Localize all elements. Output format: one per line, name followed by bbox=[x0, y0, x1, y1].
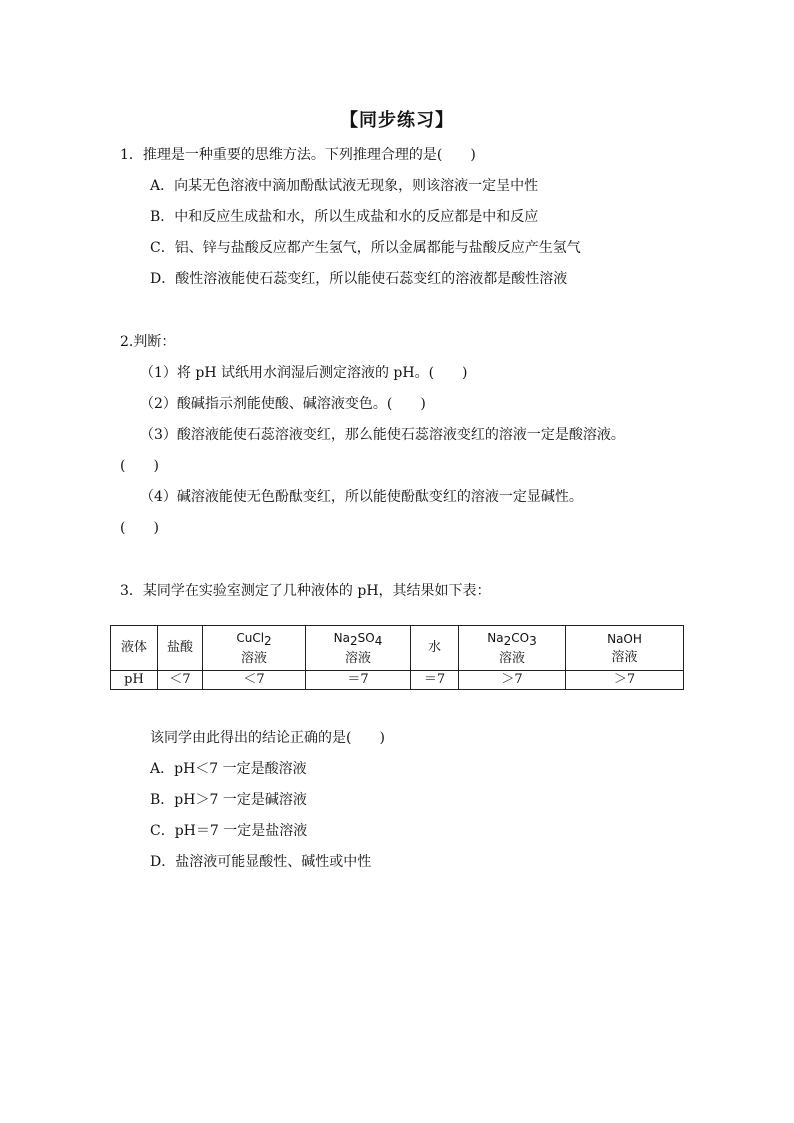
ph-results-table bbox=[110, 625, 684, 690]
ph-value-na2so4: ＝7 bbox=[306, 671, 411, 690]
q2-item-4-blank: ( ) bbox=[120, 520, 159, 536]
col-na2so4: $Na_2SO_4$ 溶液 bbox=[306, 626, 411, 671]
ph-value-cucl2: ＜7 bbox=[203, 671, 306, 690]
q2-stem: 2.判断： bbox=[120, 334, 176, 350]
ph-value-na2co3: ＞7 bbox=[459, 671, 566, 690]
q2-item-1: （1）将 pH 试纸用水润湿后测定溶液的 pH。( ) bbox=[140, 365, 468, 381]
row-header-ph: pH bbox=[111, 671, 158, 690]
q1-option-a: A．向某无色溶液中滴加酚酞试液无现象，则该溶液一定呈中性 bbox=[150, 178, 539, 194]
col-na2co3: $Na_2CO_3$ 溶液 bbox=[459, 626, 566, 671]
q3-stem: 3．某同学在实验室测定了几种液体的 pH，其结果如下表： bbox=[120, 583, 491, 599]
col-water: 水 bbox=[411, 626, 459, 671]
col-hydrochloric-acid: 盐酸 bbox=[158, 626, 203, 671]
q3-option-c: C．pH＝7 一定是盐溶液 bbox=[150, 823, 308, 839]
q2-item-4: （4）碱溶液能使无色酚酞变红，所以能使酚酞变红的溶液一定显碱性。 bbox=[140, 489, 583, 505]
q1-stem: 1．推理是一种重要的思维方法。下列推理合理的是( ) bbox=[120, 147, 476, 163]
q3-question: 该同学由此得出的结论正确的是( ) bbox=[150, 730, 385, 746]
table-row bbox=[111, 671, 684, 690]
ph-value-water: ＝7 bbox=[411, 671, 459, 690]
q2-item-3-blank: ( ) bbox=[120, 458, 159, 474]
col-cucl2: CuCl$_2$ 溶液 bbox=[203, 626, 306, 671]
row-header-liquid: 液体 bbox=[111, 626, 158, 671]
ph-value-naoh: ＞7 bbox=[566, 671, 684, 690]
col-naoh: NaOH 溶液 bbox=[566, 626, 684, 671]
page-title: 【同步练习】 bbox=[340, 110, 454, 131]
q1-option-b: B．中和反应生成盐和水，所以生成盐和水的反应都是中和反应 bbox=[150, 209, 539, 225]
q3-option-d: D．盐溶液可能显酸性、碱性或中性 bbox=[150, 854, 372, 870]
ph-value-hydrochloric-acid: ＜7 bbox=[158, 671, 203, 690]
q2-item-3: （3）酸溶液能使石蕊溶液变红，那么能使石蕊溶液变红的溶液一定是酸溶液。 bbox=[140, 427, 625, 443]
q2-item-2: （2）酸碱指示剂能使酸、碱溶液变色。( ) bbox=[140, 396, 426, 412]
q1-option-d: D．酸性溶液能使石蕊变红，所以能使石蕊变红的溶液都是酸性溶液 bbox=[150, 271, 568, 287]
q3-option-b: B．pH＞7 一定是碱溶液 bbox=[150, 792, 307, 808]
q3-option-a: A．pH＜7 一定是酸溶液 bbox=[150, 761, 307, 777]
table-row bbox=[111, 626, 684, 671]
q1-option-c: C．铝、锌与盐酸反应都产生氢气，所以金属都能与盐酸反应产生氢气 bbox=[150, 240, 581, 256]
